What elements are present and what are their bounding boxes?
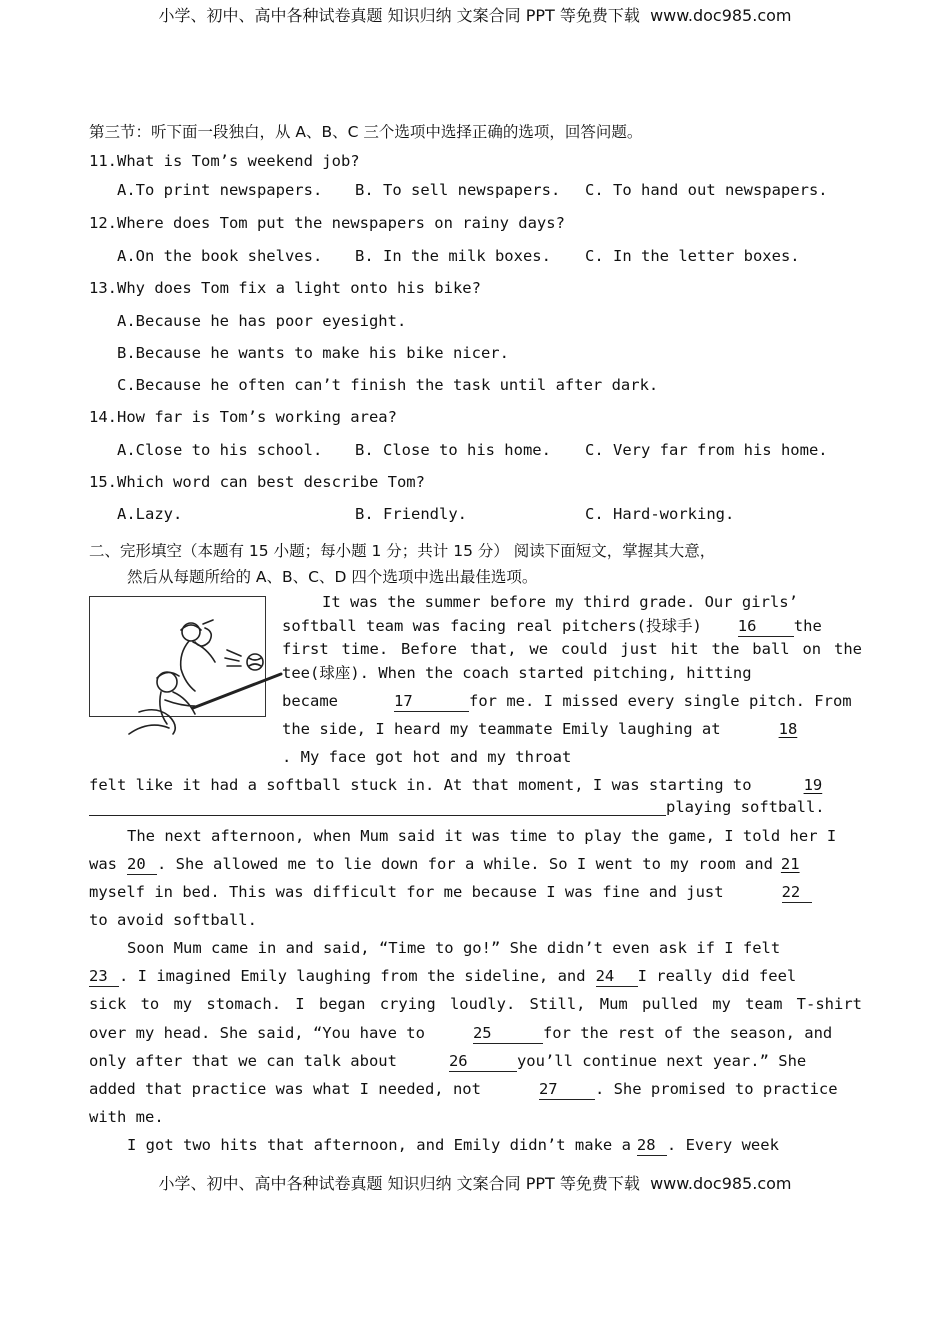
blank-19-line: [89, 815, 666, 816]
q12-option-b: B. In the milk boxes.: [355, 247, 551, 265]
softball-illustration: [89, 596, 266, 717]
cloze-text: . She allowed me to lie down for a while. So I went to my room and: [157, 855, 773, 873]
softball-batter-icon: [109, 616, 284, 735]
blank-19: 19: [803, 776, 823, 794]
blank-26: 26: [449, 1051, 517, 1072]
q15-option-a: A.Lazy.: [117, 505, 183, 523]
question-11: 11.What is Tom’s weekend job?: [89, 152, 360, 170]
cloze-text: I really did feel: [637, 967, 797, 985]
cloze-text: for me. I missed every single pitch. From: [469, 692, 852, 710]
para2-line-2: [89, 854, 800, 875]
cloze-line-2: [282, 616, 822, 637]
cloze-heading-line1: 二、完形填空（本题有 15 小题；每小题 1 分；共计 15 分） 阅读下面短文，掌握其大意，: [89, 542, 716, 560]
blank-24: 24: [596, 966, 638, 987]
cloze-text: over my head. She said, “You have to: [89, 1024, 425, 1042]
footer-banner: 小学、初中、高中各种试卷真题 知识归纳 文案合同 PPT 等免费下载 www.doc985.com: [158, 1174, 792, 1193]
q15-option-b: B. Friendly.: [355, 505, 467, 523]
cloze-line-1: It was the summer before my third grade. Our girls’: [322, 593, 798, 611]
blank-18: 18: [778, 720, 798, 738]
q14-option-a: A.Close to his school.: [117, 441, 323, 459]
q11-option-c: C. To hand out newspapers.: [585, 181, 828, 199]
cloze-line-6: [282, 719, 797, 739]
para3-line-7: with me.: [89, 1108, 164, 1126]
blank-28: 28: [637, 1135, 667, 1156]
header-banner: 小学、初中、高中各种试卷真题 知识归纳 文案合同 PPT 等免费下载 www.doc985.com: [158, 6, 792, 25]
cloze-text: . She promised to practice: [594, 1080, 838, 1098]
para2-line-4: to avoid softball.: [89, 911, 257, 929]
cloze-line-8: [89, 775, 822, 795]
blank-21: 21: [780, 855, 800, 873]
cloze-heading-line2: 然后从每题所给的 A、B、C、D 四个选项中选出最佳选项。: [127, 568, 538, 586]
q12-option-a: A.On the book shelves.: [117, 247, 323, 265]
cloze-text: became: [282, 692, 338, 710]
section3-heading: 第三节：听下面一段独白，从 A、B、C 三个选项中选择正确的选项，回答问题。: [89, 123, 643, 141]
q11-option-b: B. To sell newspapers.: [355, 181, 561, 199]
cloze-line-5: [282, 691, 852, 712]
cloze-line-7: . My face got hot and my throat: [282, 748, 572, 766]
q13-option-b: B.Because he wants to make his bike nicer.: [117, 344, 509, 362]
cloze-text: felt like it had a softball stuck in. At that moment, I was starting to: [89, 776, 752, 794]
cloze-text: only after that we can talk about: [89, 1052, 397, 1070]
cloze-text: the side, I heard my teammate Emily laughing at: [282, 720, 721, 738]
para4-line-1: [127, 1135, 779, 1156]
question-14: 14.How far is Tom’s working area?: [89, 408, 397, 426]
q13-option-a: A.Because he has poor eyesight.: [117, 312, 407, 330]
para3-line-6: [89, 1079, 838, 1100]
para3-line-5: [89, 1051, 806, 1072]
cloze-line-3: first time. Before that, we could just hit the ball on the: [282, 640, 862, 658]
cloze-text: softball team was facing real pitchers(投球手): [282, 617, 702, 635]
blank-22: 22: [782, 882, 812, 903]
cloze-text: the: [793, 617, 822, 635]
blank-17: 17: [394, 691, 469, 712]
q11-option-a: A.To print newspapers.: [117, 181, 323, 199]
q14-option-b: B. Close to his home.: [355, 441, 551, 459]
q15-option-c: C. Hard-working.: [585, 505, 735, 523]
q14-option-c: C. Very far from his home.: [585, 441, 828, 459]
para3-line-4: [89, 1023, 832, 1044]
para3-line-2: [89, 966, 796, 987]
cloze-text: I got two hits that afternoon, and Emily didn’t make a: [127, 1136, 631, 1154]
blank-20: 20: [127, 854, 157, 875]
para2-line-3: [89, 882, 812, 903]
question-12: 12.Where does Tom put the newspapers on rainy days?: [89, 214, 565, 232]
cloze-text: for the rest of the season, and: [542, 1024, 833, 1042]
cloze-text: . I imagined Emily laughing from the sideline, and: [119, 967, 586, 985]
cloze-text: added that practice was what I needed, not: [89, 1080, 481, 1098]
para2-line-1: The next afternoon, when Mum said it was time to play the game, I told her I: [127, 827, 837, 845]
blank-23: 23: [89, 966, 119, 987]
blank-27: 27: [539, 1079, 595, 1100]
para3-line-3: sick to my stomach. I began crying loudly. Still, Mum pulled my team T-shirt: [89, 995, 862, 1013]
q12-option-c: C. In the letter boxes.: [585, 247, 800, 265]
question-15: 15.Which word can best describe Tom?: [89, 473, 425, 491]
cloze-text: you’ll continue next year.” She: [516, 1052, 807, 1070]
para3-line-1: Soon Mum came in and said, “Time to go!” She didn’t even ask if I felt: [127, 939, 781, 957]
q13-option-c: C.Because he often can’t finish the task until after dark.: [117, 376, 659, 394]
cloze-line-4: tee(球座). When the coach started pitching, hitting: [282, 664, 752, 682]
question-13: 13.Why does Tom fix a light onto his bike?: [89, 279, 481, 297]
cloze-text: myself in bed. This was difficult for me because I was fine and just: [89, 883, 724, 901]
cloze-text: . Every week: [666, 1136, 779, 1154]
blank-16: 16: [738, 616, 794, 637]
cloze-line-9: playing softball.: [666, 798, 825, 816]
blank-25: 25: [473, 1023, 543, 1044]
cloze-text: was: [89, 855, 117, 873]
